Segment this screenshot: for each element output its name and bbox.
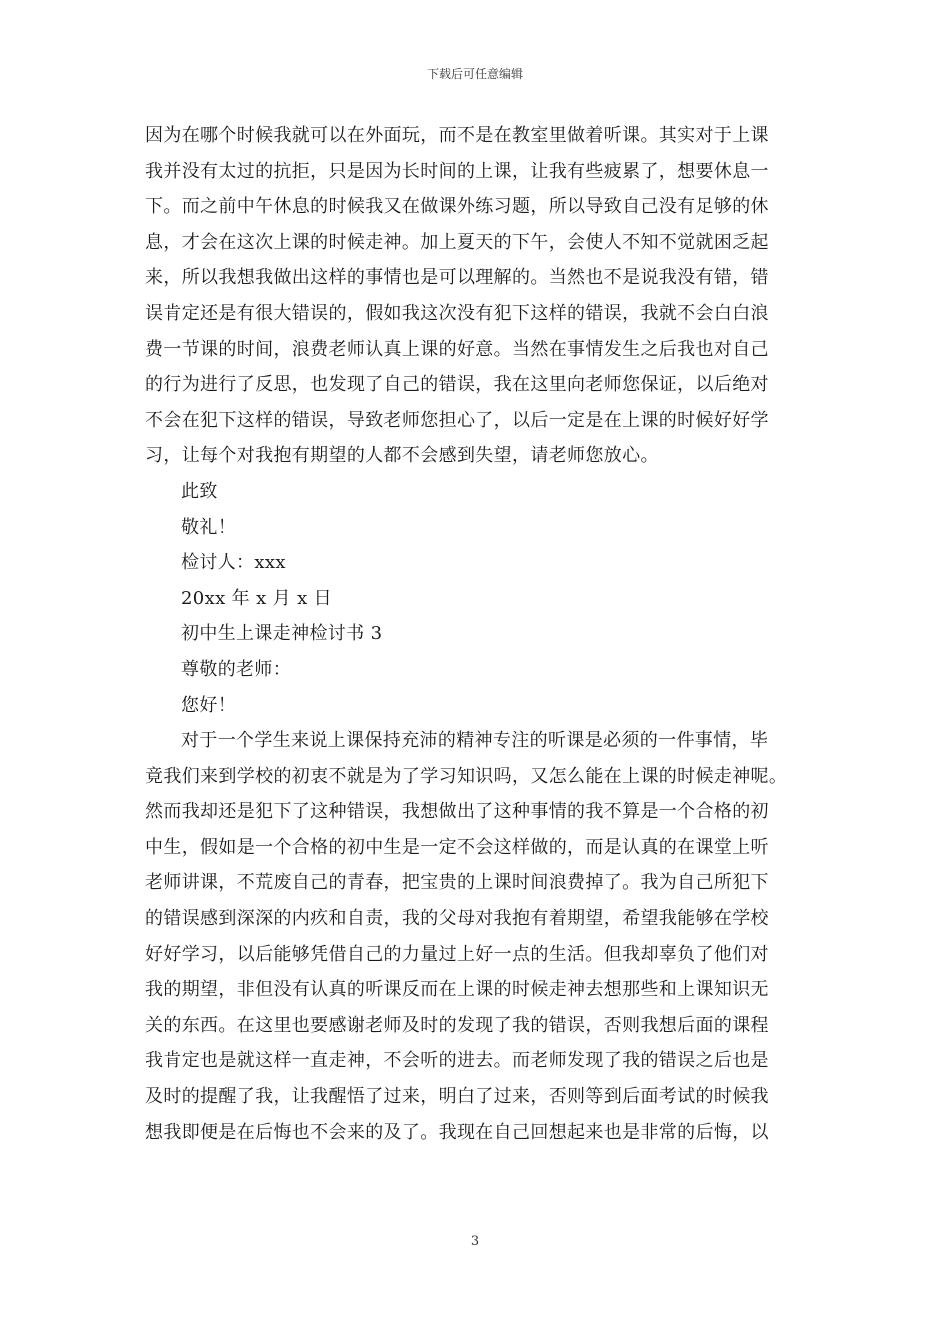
body-line: 下。而之前中午休息的时候我又在做课外练习题，所以导致自己没有足够的休 [145,196,769,218]
body-line: 息，才会在这次上课的时候走神。加上夏天的下午，会使人不知不觉就困乏起 [145,231,769,253]
closing-jingli: 敬礼！ [181,516,237,538]
body-line: 好好学习，以后能够凭借自己的力量过上好一点的生活。但我却辜负了他们对 [145,943,769,965]
body-line: 我肯定也是就这样一直走神，不会听的进去。而老师发现了我的错误之后也是 [145,1050,769,1072]
body-line: 中生，假如是一个合格的初中生是一定不会这样做的，而是认真的在课堂上听 [145,836,769,858]
body-line: 不会在犯下这样的错误，导致老师您担心了，以后一定是在上课的时候好好学 [145,409,769,431]
document-body [145,118,810,1150]
salutation: 尊敬的老师： [181,658,292,680]
body-line: 想我即便是在后悔也不会来的及了。我现在自己回想起来也是非常的后悔，以 [145,1121,769,1143]
body-line: 的行为进行了反思，也发现了自己的错误，我在这里向老师您保证，以后绝对 [145,374,769,396]
date-line: 20xx 年 x 月 x 日 [181,587,333,609]
page-header: 下载后可任意编辑 [426,67,523,81]
body-line: 关的东西。在这里也要感谢老师及时的发现了我的错误，否则我想后面的课程 [145,1014,769,1036]
body-line: 我并没有太过的抗拒，只是因为长时间的上课，让我有些疲累了，想要休息一 [145,160,769,182]
body-line: 来，所以我想我做出这样的事情也是可以理解的。当然也不是说我没有错，错 [145,267,769,289]
body-line: 因为在哪个时候我就可以在外面玩，而不是在教室里做着听课。其实对于上课 [145,125,769,146]
section-title: 初中生上课走神检讨书 3 [181,623,383,645]
body-line: 习，让每个对我抱有期望的人都不会感到失望，请老师您放心。 [145,445,659,467]
body-line: 及时的提醒了我，让我醒悟了过来，明白了过来，否则等到后面考试的时候我 [145,1086,769,1108]
page-number: 3 [470,1234,480,1249]
body-line: 的错误感到深深的内疚和自责，我的父母对我抱有着期望，希望我能够在学校 [145,908,769,930]
greeting: 您好！ [181,694,237,716]
closing-zhici: 此致 [181,480,218,502]
body-line: 竟我们来到学校的初衷不就是为了学习知识吗，又怎么能在上课的时候走神呢。 [145,765,788,787]
body-line: 然而我却还是犯下了这种错误，我想做出了这种事情的我不算是一个合格的初 [145,801,769,823]
body-line: 对于一个学生来说上课保持充沛的精神专注的听课是必须的一件事情，毕 [181,730,769,752]
body-line: 费一节课的时间，浪费老师认真上课的好意。当然在事情发生之后我也对自己 [145,338,769,360]
body-line: 老师讲课，不荒废自己的青春，把宝贵的上课时间浪费掉了。我为自己所犯下 [145,872,769,894]
body-line: 误肯定还是有很大错误的，假如我这次没有犯下这样的错误，我就不会白白浪 [145,302,769,324]
body-line: 我的期望，非但没有认真的听课反而在上课的时候走神去想那些和上课知识无 [145,979,769,1001]
author-line: 检讨人：xxx [181,552,286,574]
